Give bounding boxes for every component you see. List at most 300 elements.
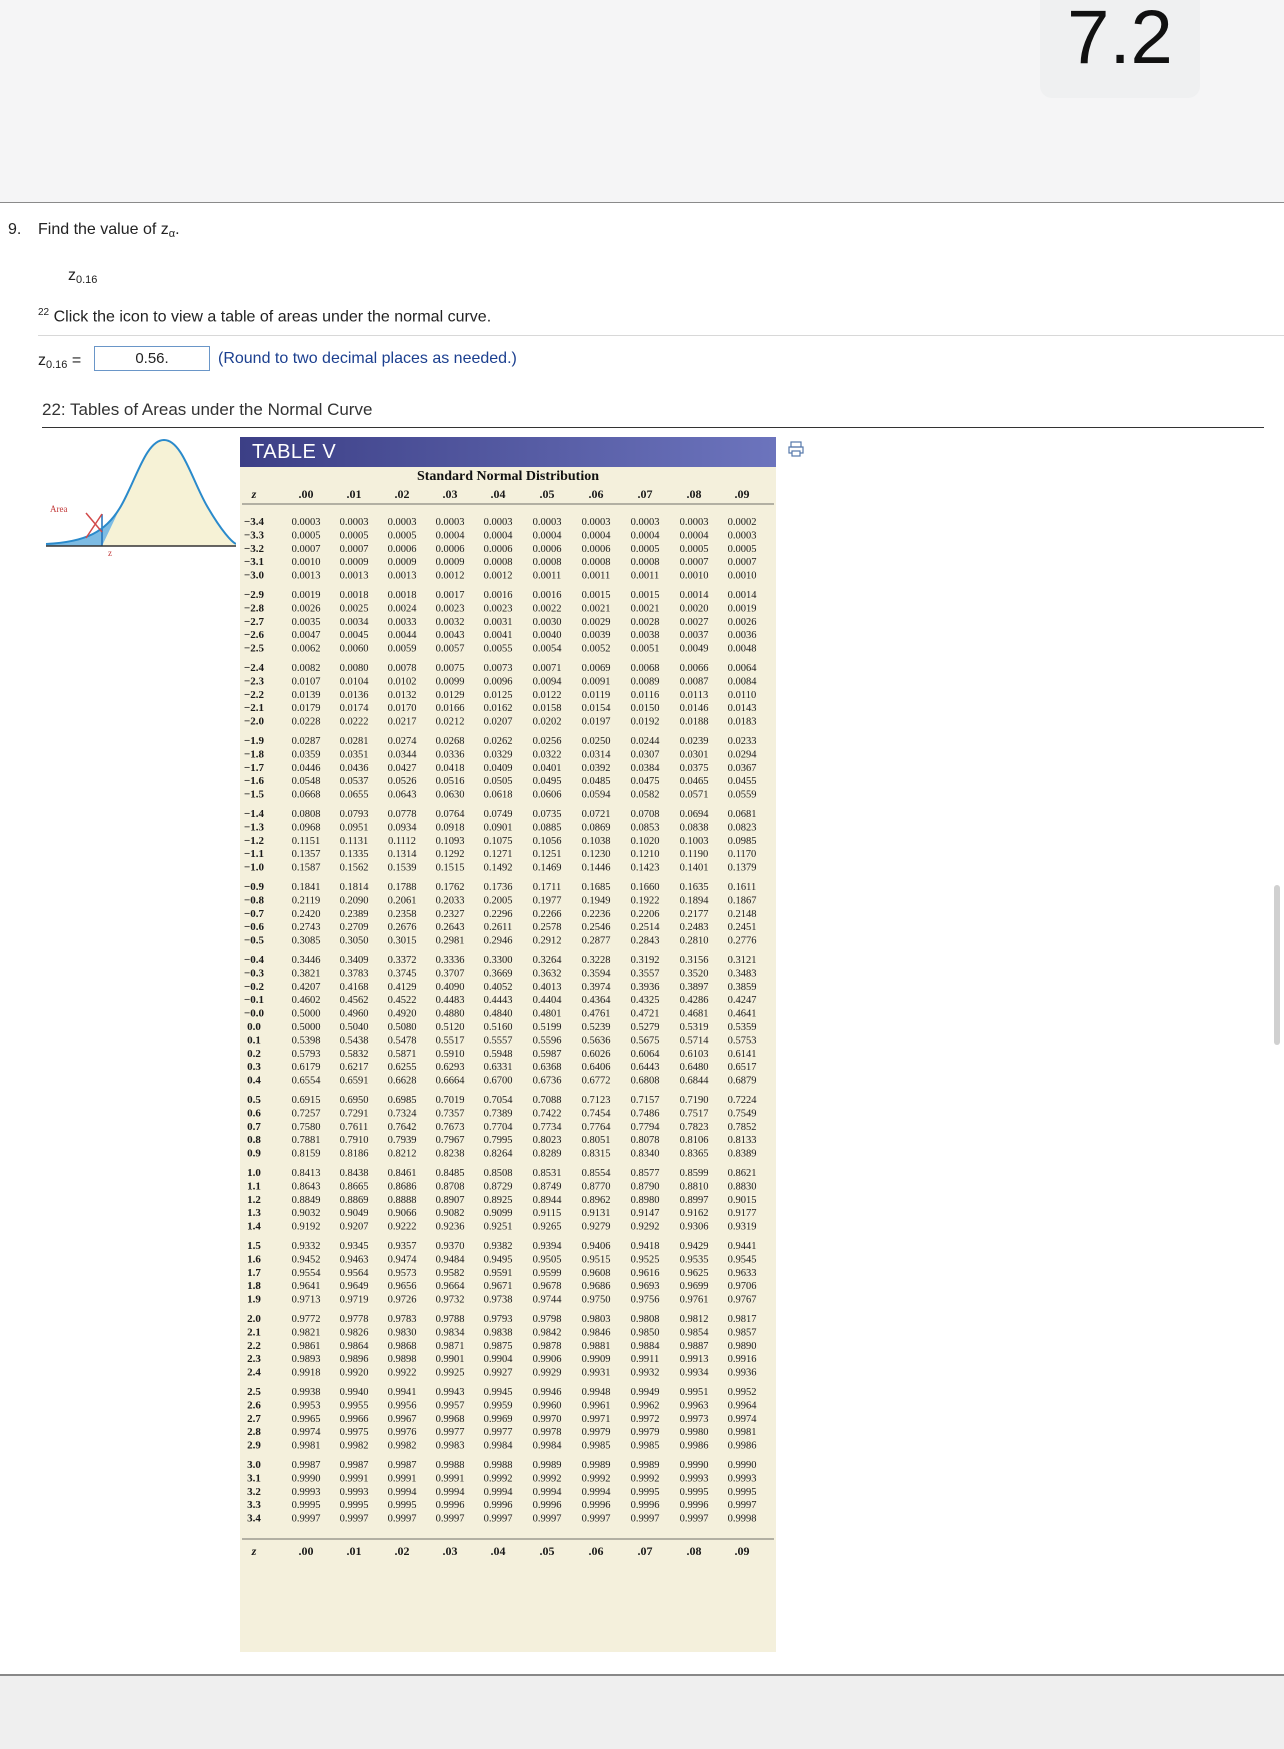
table-cell: 0.9474 xyxy=(387,1254,417,1266)
table-cell: 0.9463 xyxy=(339,1254,369,1266)
table-cell: 0.0015 xyxy=(630,590,660,601)
table-cell: 0.4880 xyxy=(435,1008,465,1020)
table-cell: 0.9936 xyxy=(727,1367,757,1379)
table-cell: 0.0025 xyxy=(339,603,369,615)
table-cell: 0.0918 xyxy=(435,822,465,834)
table-cell: 0.9671 xyxy=(483,1281,513,1293)
table-cell: 0.9996 xyxy=(630,1500,660,1512)
table-cell: 0.9927 xyxy=(483,1367,513,1379)
table-cell: 0.0027 xyxy=(679,616,709,628)
z-row-label: −2.9 xyxy=(243,589,265,601)
table-cell: 0.1003 xyxy=(679,835,709,847)
z-row-label: −1.7 xyxy=(243,761,265,774)
column-footer: .00 xyxy=(298,1544,314,1558)
table-cell: 0.0139 xyxy=(291,689,321,701)
table-cell: 0.5910 xyxy=(435,1048,465,1060)
z-column-header: z xyxy=(251,487,257,501)
table-cell: 0.1949 xyxy=(581,895,611,907)
table-cell: 0.0322 xyxy=(532,749,562,761)
z-row-label: −0.8 xyxy=(243,894,265,907)
table-cell: 0.9996 xyxy=(435,1500,465,1512)
table-cell: 0.2483 xyxy=(679,922,709,934)
table-cell: 0.9967 xyxy=(387,1413,417,1425)
table-cell: 0.5279 xyxy=(630,1022,660,1033)
table-cell: 0.7324 xyxy=(387,1108,417,1120)
table-cell: 0.0066 xyxy=(679,663,709,674)
table-cell: 0.9988 xyxy=(435,1460,465,1471)
table-cell: 0.0329 xyxy=(483,749,513,761)
table-cell: 0.9994 xyxy=(435,1486,465,1498)
table-cell: 0.9357 xyxy=(387,1241,417,1252)
table-cell: 0.9934 xyxy=(679,1367,709,1379)
table-cell: 0.0778 xyxy=(387,809,417,820)
table-cell: 0.9772 xyxy=(291,1314,321,1325)
table-cell: 0.7673 xyxy=(435,1121,465,1133)
table-hint-link[interactable]: $^{22}$ Click the icon to view a table of areas under the normal curve. xyxy=(38,307,492,326)
table-cell: 0.9992 xyxy=(581,1473,611,1485)
table-cell: 0.0004 xyxy=(435,530,465,542)
table-cell: 0.0104 xyxy=(339,676,369,688)
table-cell: 0.0004 xyxy=(630,530,660,542)
table-cell: 0.6915 xyxy=(291,1095,321,1106)
table-cell: 0.9992 xyxy=(532,1473,562,1485)
table-cell: 0.2514 xyxy=(630,922,660,934)
table-cell: 0.8461 xyxy=(387,1168,417,1179)
table-cell: 0.0401 xyxy=(532,762,562,774)
question-number: 9. xyxy=(8,221,22,238)
table-cell: 0.9997 xyxy=(532,1513,562,1525)
table-cell: 0.0037 xyxy=(679,630,709,642)
table-cell: 0.9996 xyxy=(532,1500,562,1512)
table-cell: 0.0008 xyxy=(532,557,562,569)
table-cell: 0.9957 xyxy=(435,1400,465,1412)
table-cell: 0.0075 xyxy=(435,663,465,674)
table-cell: 0.9656 xyxy=(387,1281,417,1293)
table-cell: 0.2843 xyxy=(630,935,660,947)
table-cell: 0.8962 xyxy=(581,1194,611,1206)
table-cell: 0.0047 xyxy=(291,630,321,642)
table-cell: 0.0228 xyxy=(291,716,321,728)
table-cell: 0.3085 xyxy=(291,935,321,947)
table-cell: 0.9854 xyxy=(679,1327,709,1339)
table-cell: 0.3300 xyxy=(483,955,513,966)
table-cell: 0.9082 xyxy=(435,1208,465,1220)
table-cell: 0.7823 xyxy=(679,1121,709,1133)
table-cell: 0.7517 xyxy=(679,1108,709,1120)
table-cell: 0.9838 xyxy=(483,1327,513,1339)
table-cell: 0.6331 xyxy=(483,1062,513,1074)
table-cell: 0.3446 xyxy=(291,955,321,966)
table-cell: 0.9131 xyxy=(581,1208,611,1220)
z-row-label: 0.1 xyxy=(247,1034,261,1047)
table-cell: 0.9986 xyxy=(727,1440,757,1452)
z-row-label: −0.9 xyxy=(243,881,265,893)
table-cell: 0.9932 xyxy=(630,1367,660,1379)
table-cell: 0.9980 xyxy=(679,1427,709,1439)
table-cell: 0.7881 xyxy=(291,1135,321,1147)
table-cell: 0.9974 xyxy=(291,1427,321,1439)
table-cell: 0.9959 xyxy=(483,1400,513,1412)
table-cell: 0.1736 xyxy=(483,882,513,893)
table-cell: 0.0087 xyxy=(679,676,709,688)
table-cell: 0.0003 xyxy=(532,517,562,528)
table-cell: 0.3015 xyxy=(387,935,417,947)
table-cell: 0.9564 xyxy=(339,1267,369,1279)
table-cell: 0.2119 xyxy=(291,895,321,907)
table-cell: 0.0068 xyxy=(630,663,660,674)
table-cell: 0.0618 xyxy=(483,789,513,801)
table-cell: 0.9995 xyxy=(291,1500,321,1512)
table-cell: 0.0110 xyxy=(727,689,757,701)
table-cell: 0.5120 xyxy=(435,1022,465,1033)
table-cell: 0.1660 xyxy=(630,882,660,893)
table-cell: 0.0119 xyxy=(581,689,611,701)
table-cell: 0.8023 xyxy=(532,1135,562,1147)
column-header: .06 xyxy=(588,487,604,501)
table-cell: 0.0559 xyxy=(727,789,757,801)
table-cell: 0.9808 xyxy=(630,1314,660,1325)
table-cell: 0.5596 xyxy=(532,1035,562,1047)
table-cell: 0.8790 xyxy=(630,1181,660,1193)
table-cell: 0.0465 xyxy=(679,776,709,788)
table-cell: 0.4168 xyxy=(339,981,369,993)
table-cell: 0.9989 xyxy=(532,1460,562,1471)
scrollbar[interactable] xyxy=(1274,885,1280,1045)
table-cell: 0.9783 xyxy=(387,1314,417,1325)
table-cell: 0.1685 xyxy=(581,882,611,893)
table-cell: 0.9370 xyxy=(435,1241,465,1252)
table-cell: 0.5040 xyxy=(339,1022,369,1033)
table-cell: 0.2451 xyxy=(727,922,757,934)
table-cell: 0.9871 xyxy=(435,1340,465,1352)
table-cell: 0.3594 xyxy=(581,968,611,980)
table-cell: 0.9931 xyxy=(581,1367,611,1379)
table-cell: 0.6554 xyxy=(291,1075,321,1087)
table-cell: 0.0212 xyxy=(435,716,465,728)
table-cell: 0.9719 xyxy=(339,1294,369,1306)
table-cell: 0.0367 xyxy=(727,762,757,774)
table-cell: 0.9881 xyxy=(581,1340,611,1352)
table-cell: 0.4801 xyxy=(532,1008,562,1020)
table-cell: 0.1093 xyxy=(435,835,465,847)
table-cell: 0.0102 xyxy=(387,676,417,688)
table-cell: 0.9911 xyxy=(630,1354,660,1366)
table-cell: 0.5714 xyxy=(679,1035,709,1047)
table-cell: 0.9826 xyxy=(339,1327,369,1339)
table-cell: 0.7967 xyxy=(435,1135,465,1147)
table-cell: 0.6736 xyxy=(532,1075,562,1087)
z-row-label: −1.9 xyxy=(243,735,265,747)
table-cell: 0.0023 xyxy=(435,603,465,615)
table-cell: 0.0582 xyxy=(630,789,660,801)
table-cell: 0.0146 xyxy=(679,703,709,715)
table-cell: 0.9922 xyxy=(387,1367,417,1379)
table-cell: 0.0166 xyxy=(435,703,465,715)
table-cell: 0.1423 xyxy=(630,862,660,874)
table-cell: 0.8770 xyxy=(581,1181,611,1193)
table-cell: 0.1271 xyxy=(483,849,513,861)
table-cell: 0.9964 xyxy=(727,1400,757,1412)
divider xyxy=(42,427,1264,428)
table-cell: 0.5793 xyxy=(291,1048,321,1060)
column-header: .00 xyxy=(298,487,314,501)
table-cell: 0.2148 xyxy=(727,908,757,920)
table-cell: 0.1446 xyxy=(581,862,611,874)
z-row-label: 1.0 xyxy=(247,1167,261,1179)
table-cell: 0.0018 xyxy=(339,590,369,601)
table-cell: 0.0003 xyxy=(387,517,417,528)
column-footer: .08 xyxy=(686,1544,702,1558)
table-cell: 0.0026 xyxy=(291,603,321,615)
table-cell: 0.0019 xyxy=(291,590,321,601)
table-cell: 0.5398 xyxy=(291,1035,321,1047)
table-cell: 0.0594 xyxy=(581,789,611,801)
table-cell: 0.0392 xyxy=(581,762,611,774)
table-cell: 0.0735 xyxy=(532,809,562,820)
table-cell: 0.6950 xyxy=(339,1095,369,1106)
table-cell: 0.9265 xyxy=(532,1221,562,1233)
z-row-label: 3.4 xyxy=(247,1512,261,1525)
table-cell: 0.0375 xyxy=(679,762,709,774)
table-cell: 0.9993 xyxy=(291,1486,321,1498)
table-cell: 0.0012 xyxy=(483,570,513,582)
table-cell: 0.4286 xyxy=(679,995,709,1007)
table-cell: 0.0026 xyxy=(727,616,757,628)
table-cell: 0.0793 xyxy=(339,809,369,820)
z-row-label: 2.3 xyxy=(247,1353,261,1366)
table-cell: 0.0125 xyxy=(483,689,513,701)
table-cell: 0.0008 xyxy=(483,557,513,569)
table-cell: 0.1020 xyxy=(630,835,660,847)
z-row-label: 2.4 xyxy=(247,1366,261,1379)
table-cell: 0.1056 xyxy=(532,835,562,847)
column-header: .07 xyxy=(637,487,653,501)
table-cell: 0.0009 xyxy=(339,557,369,569)
table-cell: 0.0446 xyxy=(291,762,321,774)
table-cell: 0.0475 xyxy=(630,776,660,788)
table-cell: 0.7995 xyxy=(483,1135,513,1147)
table-cell: 0.0030 xyxy=(532,616,562,628)
table-cell: 0.9983 xyxy=(435,1440,465,1452)
table-cell: 0.8599 xyxy=(679,1168,709,1179)
table-cell: 0.2090 xyxy=(339,895,369,907)
table-cell: 0.7580 xyxy=(291,1121,321,1133)
normal-curve-figure xyxy=(46,436,236,556)
table-cell: 0.5832 xyxy=(339,1048,369,1060)
z-table xyxy=(240,484,776,1664)
table-cell: 0.1112 xyxy=(387,835,417,847)
table-cell: 0.0516 xyxy=(435,776,465,788)
table-cell: 0.7486 xyxy=(630,1108,660,1120)
table-cell: 0.7291 xyxy=(339,1108,369,1120)
table-cell: 0.9988 xyxy=(483,1460,513,1471)
table-cell: 0.7642 xyxy=(387,1121,417,1133)
table-cell: 0.0073 xyxy=(483,663,513,674)
table-cell: 0.0643 xyxy=(387,789,417,801)
table-cell: 0.0003 xyxy=(630,517,660,528)
table-cell: 0.0069 xyxy=(581,663,611,674)
answer-input[interactable]: 0.56. xyxy=(94,346,210,371)
table-cell: 0.7157 xyxy=(630,1095,660,1106)
table-cell: 0.9857 xyxy=(727,1327,757,1339)
table-cell: 0.6141 xyxy=(727,1048,757,1060)
table-cell: 0.9946 xyxy=(532,1387,562,1398)
table-cell: 0.0048 xyxy=(727,643,757,655)
table-cell: 0.9993 xyxy=(679,1473,709,1485)
table-cell: 0.4247 xyxy=(727,995,757,1007)
table-cell: 0.9382 xyxy=(483,1241,513,1252)
table-cell: 0.9693 xyxy=(630,1281,660,1293)
table-cell: 0.8106 xyxy=(679,1135,709,1147)
table-cell: 0.9991 xyxy=(339,1473,369,1485)
table-cell: 0.0013 xyxy=(339,570,369,582)
table-cell: 0.5000 xyxy=(291,1008,321,1020)
table-cell: 0.1611 xyxy=(727,882,757,893)
table-cell: 0.2358 xyxy=(387,908,417,920)
z-row-label: 2.1 xyxy=(247,1326,261,1339)
z-row-label: −0.1 xyxy=(243,994,265,1007)
table-cell: 0.0057 xyxy=(435,643,465,655)
table-cell: 0.8665 xyxy=(339,1181,369,1193)
z-row-label: 2.8 xyxy=(247,1426,261,1439)
table-cell: 0.1762 xyxy=(435,882,465,893)
table-cell: 0.0222 xyxy=(339,716,369,728)
table-cell: 0.0571 xyxy=(679,789,709,801)
table-cell: 0.8051 xyxy=(581,1135,611,1147)
table-cell: 0.0005 xyxy=(630,543,660,555)
table-cell: 0.1401 xyxy=(679,862,709,874)
table-cell: 0.0274 xyxy=(387,736,417,747)
table-cell: 0.4960 xyxy=(339,1008,369,1020)
table-cell: 0.9972 xyxy=(630,1413,660,1425)
print-icon[interactable] xyxy=(788,441,804,457)
table-cell: 0.0080 xyxy=(339,663,369,674)
table-cell: 0.1711 xyxy=(532,882,562,893)
table-cell: 0.6443 xyxy=(630,1062,660,1074)
table-cell: 0.9952 xyxy=(727,1387,757,1398)
table-cell: 0.9756 xyxy=(630,1294,660,1306)
table-cell: 0.9750 xyxy=(581,1294,611,1306)
table-cell: 0.2206 xyxy=(630,908,660,920)
table-cell: 0.8749 xyxy=(532,1181,562,1193)
table-cell: 0.9706 xyxy=(727,1281,757,1293)
z-row-label: −1.4 xyxy=(243,808,265,820)
table-section-title: 22: Tables of Areas under the Normal Curve xyxy=(42,400,373,419)
table-cell: 0.9893 xyxy=(291,1354,321,1366)
column-footer: .06 xyxy=(588,1544,604,1558)
table-cell: 0.0174 xyxy=(339,703,369,715)
table-cell: 0.0003 xyxy=(727,530,757,542)
table-cell: 0.0901 xyxy=(483,822,513,834)
table-cell: 0.0301 xyxy=(679,749,709,761)
table-cell: 0.0024 xyxy=(387,603,417,615)
table-cell: 0.9992 xyxy=(483,1473,513,1485)
table-cell: 0.4090 xyxy=(435,981,465,993)
table-cell: 0.9793 xyxy=(483,1314,513,1325)
table-cell: 0.0122 xyxy=(532,689,562,701)
table-cell: 0.9984 xyxy=(483,1440,513,1452)
table-cell: 0.9554 xyxy=(291,1267,321,1279)
table-cell: 0.9976 xyxy=(387,1427,417,1439)
table-cell: 0.9904 xyxy=(483,1354,513,1366)
table-cell: 0.6480 xyxy=(679,1062,709,1074)
table-cell: 0.3821 xyxy=(291,968,321,980)
table-cell: 0.9115 xyxy=(532,1208,562,1220)
table-cell: 0.5636 xyxy=(581,1035,611,1047)
table-cell: 0.2776 xyxy=(727,935,757,947)
table-cell: 0.4443 xyxy=(483,995,513,1007)
table-cell: 0.0043 xyxy=(435,630,465,642)
table-cell: 0.9940 xyxy=(339,1387,369,1398)
z-value-prompt: z0.16 xyxy=(68,267,98,286)
table-cell: 0.1151 xyxy=(291,835,321,847)
table-cell: 0.0006 xyxy=(483,543,513,555)
table-cell: 0.9941 xyxy=(387,1387,417,1398)
z-row-label: −1.8 xyxy=(243,748,265,761)
table-cell: 0.9998 xyxy=(727,1513,757,1525)
table-cell: 0.8365 xyxy=(679,1148,709,1160)
table-cell: 0.0004 xyxy=(483,530,513,542)
table-cell: 0.5199 xyxy=(532,1022,562,1033)
table-cell: 0.9960 xyxy=(532,1400,562,1412)
column-header: .03 xyxy=(442,487,458,501)
table-cell: 0.8729 xyxy=(483,1181,513,1193)
table-cell: 0.0091 xyxy=(581,676,611,688)
table-cell: 0.7549 xyxy=(727,1108,757,1120)
table-cell: 0.0162 xyxy=(483,703,513,715)
table-cell: 0.2420 xyxy=(291,908,321,920)
column-header: .08 xyxy=(686,487,702,501)
table-cell: 0.0007 xyxy=(727,557,757,569)
table-cell: 0.0008 xyxy=(630,557,660,569)
table-cell: 0.0823 xyxy=(727,822,757,834)
table-cell: 0.6064 xyxy=(630,1048,660,1060)
z-row-label: −1.1 xyxy=(243,848,265,861)
z-row-label: 1.4 xyxy=(247,1220,261,1233)
table-cell: 0.9955 xyxy=(339,1400,369,1412)
table-cell: 0.0003 xyxy=(581,517,611,528)
table-cell: 0.9850 xyxy=(630,1327,660,1339)
table-cell: 0.0418 xyxy=(435,762,465,774)
table-cell: 0.9573 xyxy=(387,1267,417,1279)
table-cell: 0.0985 xyxy=(727,835,757,847)
table-cell: 0.0170 xyxy=(387,703,417,715)
table-cell: 0.6591 xyxy=(339,1075,369,1087)
table-cell: 0.0630 xyxy=(435,789,465,801)
z-column-footer: z xyxy=(251,1544,257,1558)
table-cell: 0.2946 xyxy=(483,935,513,947)
table-cell: 0.8849 xyxy=(291,1194,321,1206)
table-cell: 0.5557 xyxy=(483,1035,513,1047)
table-cell: 0.9966 xyxy=(339,1413,369,1425)
table-cell: 0.8577 xyxy=(630,1168,660,1179)
z-row-label: −2.8 xyxy=(243,602,265,615)
table-cell: 0.9535 xyxy=(679,1254,709,1266)
table-cell: 0.7611 xyxy=(339,1121,369,1133)
table-cell: 0.0154 xyxy=(581,703,611,715)
table-cell: 0.9956 xyxy=(387,1400,417,1412)
table-cell: 0.0268 xyxy=(435,736,465,747)
table-cell: 0.9049 xyxy=(339,1208,369,1220)
table-cell: 0.9982 xyxy=(339,1440,369,1452)
table-cell: 0.2709 xyxy=(339,922,369,934)
curve-z-label: z xyxy=(108,548,112,556)
z-row-label: 2.6 xyxy=(247,1399,261,1412)
table-cell: 0.9633 xyxy=(727,1267,757,1279)
table-cell: 0.0005 xyxy=(387,530,417,542)
divider xyxy=(0,202,1284,203)
distribution-title: Standard Normal Distribution xyxy=(416,469,600,484)
